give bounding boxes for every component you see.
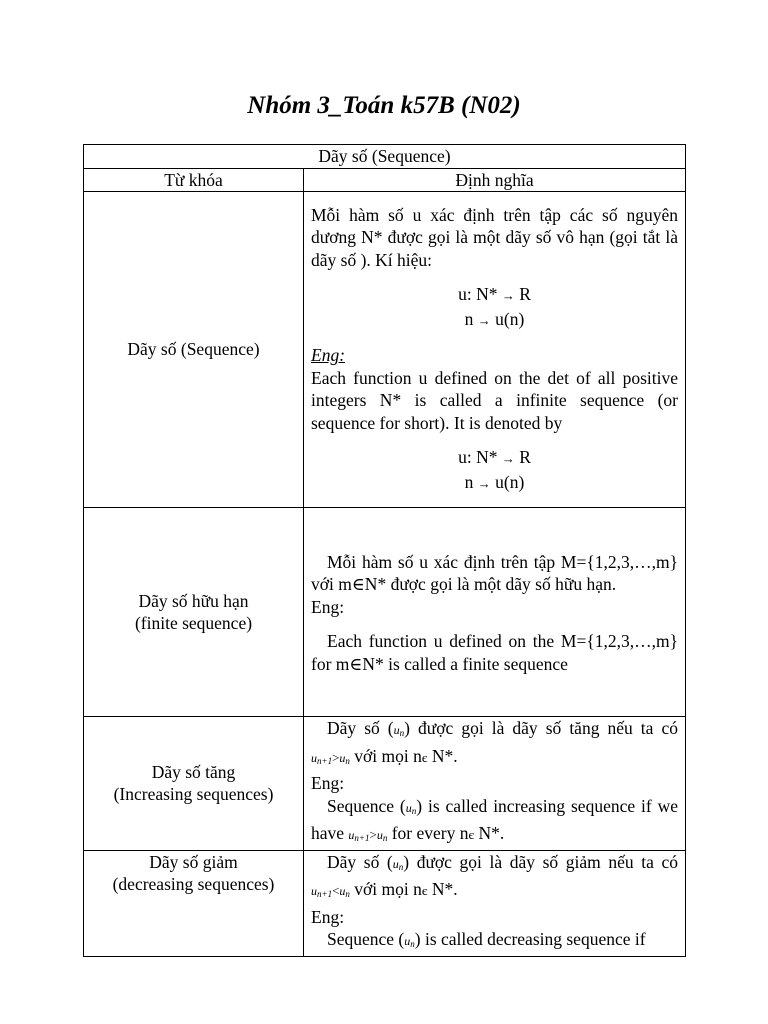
term-translation: (Increasing sequences) (113, 784, 274, 805)
definition-cell (304, 717, 686, 851)
term-cell (84, 192, 304, 508)
table-row (84, 717, 686, 851)
definition-vi: Mỗi hàm số u xác định trên tập M={1,2,3,…,m} với m∈N* được gọi là một dãy số hữu hạn. (311, 551, 678, 595)
term-cell (84, 508, 304, 717)
term-text: Dãy số giảm (149, 851, 238, 872)
eng-label: Eng: (311, 345, 346, 366)
term-translation: (decreasing sequences) (112, 874, 275, 894)
definition-cell (304, 192, 686, 508)
formula-line-2: n → u(n) (464, 308, 525, 329)
formula-line-1: u: N* → R (458, 284, 531, 305)
formula-line-1: u: N* → R (458, 447, 531, 468)
definition-en: Each function u defined on the M={1,2,3,…,m} for m∈N* is called a finite sequence (311, 631, 678, 674)
term-text: Dãy số hữu hạn (138, 590, 249, 611)
definition-en: Sequence $(u_n)$ is called increasing sequence if we have $u_{n+1}>u_n$ for every nє N*. (311, 795, 678, 843)
definition-cell (304, 850, 686, 956)
table-row (84, 192, 686, 508)
definition-vi: Mỗi hàm số u xác định trên tập các số nguyên dương N* được gọi là một dãy số vô hạn (gọi tắt là dãy số ). Kí hiệu: (311, 204, 678, 270)
eng-label: Eng: (311, 596, 345, 617)
term-cell (84, 717, 304, 851)
column-header-definition: Định nghĩa (304, 168, 686, 192)
term-text: Dãy số (Sequence) (127, 339, 260, 360)
definition-cell (304, 508, 686, 717)
term-cell (84, 850, 304, 956)
table-row (84, 508, 686, 717)
table-heading: Dãy số (Sequence) (84, 145, 686, 169)
table-row (84, 850, 686, 956)
eng-label: Eng: (311, 773, 345, 793)
document-title: Nhóm 3_Toán k57B (N02) (247, 92, 521, 119)
term-text: Dãy số tăng (151, 761, 236, 782)
definition-en: Each function u defined on the det of all positive integers N* is called a infinite sequence (or sequence for short). It is denoted by (311, 367, 678, 433)
definitions-table (83, 144, 686, 957)
definition-en: Sequence $(u_n)$ is called decreasing sequence if (327, 929, 646, 949)
column-header-keyword: Từ khóa (84, 168, 304, 192)
eng-label: Eng: (311, 906, 345, 927)
formula-line-2: n → u(n) (464, 471, 525, 492)
term-translation: (finite sequence) (134, 613, 253, 633)
definition-vi: Dãy số $(u_n)$ được gọi là dãy số giảm nếu ta có $u_{n+1}<u_n$ với mọi nє N*. (311, 851, 679, 899)
definition-vi: Dãy số $(u_n)$ được gọi là dãy số tăng nếu ta có $u_{n+1}>u_n$ với mọi nє N*. (311, 718, 678, 766)
